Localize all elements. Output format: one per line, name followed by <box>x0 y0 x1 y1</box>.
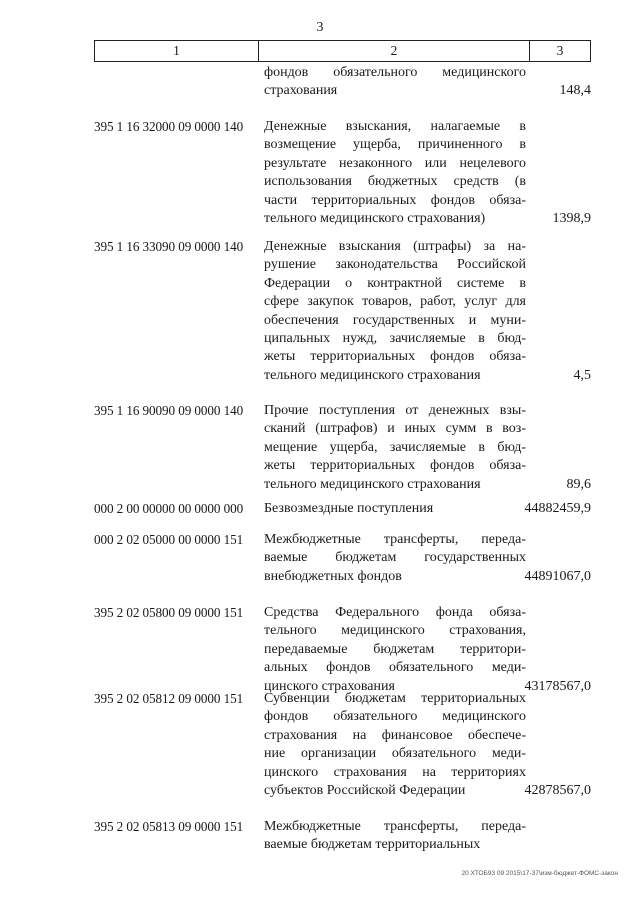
row-description <box>264 402 526 494</box>
row-description <box>264 531 526 586</box>
row-description <box>264 64 526 101</box>
description-line: обеспечения государственных и муни- <box>264 312 526 328</box>
description-line: субъектов Российской Федерации <box>264 783 466 799</box>
row-amount: 1398,9 <box>552 211 591 226</box>
table-header <box>94 40 591 62</box>
description-line: ваемые бюджетам государственных <box>264 550 526 566</box>
description-line: Безвозмездные поступления <box>264 501 434 516</box>
description-line: Федерации о контрактной системе в <box>264 275 526 291</box>
description-line: Денежные взыскания (штрафы) за на- <box>264 239 526 254</box>
row-code: 395 2 02 05800 09 0000 151 <box>94 605 244 620</box>
description-line: страхования <box>264 83 338 99</box>
description-line: ние организации обязательного меди- <box>264 746 526 762</box>
row-amount: 44882459,9 <box>524 501 591 516</box>
row-amount: 44891067,0 <box>524 568 591 584</box>
row-code: 395 2 02 05812 09 0000 151 <box>94 691 244 706</box>
description-line: тельного медицинского страхования, <box>264 623 526 639</box>
description-line: цинского страхования <box>264 678 395 694</box>
description-line: Средства Федерального фонда обяза- <box>264 605 526 620</box>
header-col-2: 2 <box>259 41 530 61</box>
description-line: Прочие поступления от денежных взы- <box>264 403 526 418</box>
row-description <box>264 238 526 385</box>
description-line: ципальных нужд, зачисляемые в бюд- <box>264 331 526 347</box>
description-line: альных фондов обязательного меди- <box>264 660 526 676</box>
description-line: ваемые бюджетам территориальных <box>264 837 481 853</box>
footer-stamp: 20 ХТОБ93 09 2015\17-37\изм-бюджет-ФОМС-закон <box>461 870 618 877</box>
page-number: 3 <box>316 20 324 35</box>
description-line: мещение ущерба, зачисляемые в бюд- <box>264 439 526 455</box>
row-amount: 42878567,0 <box>524 783 591 798</box>
description-line: тельного медицинского страхования <box>264 367 481 383</box>
header-col-1: 1 <box>95 41 259 61</box>
row-description <box>264 690 526 800</box>
description-line: сфере закупок товаров, работ, услуг для <box>264 294 526 310</box>
description-line: Межбюджетные трансферты, переда- <box>264 532 526 547</box>
row-code: 000 2 00 00000 00 0000 000 <box>94 501 244 516</box>
row-amount: 148,4 <box>559 83 591 99</box>
row-amount: 4,5 <box>573 367 591 383</box>
row-description <box>264 500 526 518</box>
description-line: сканий (штрафов) и иных сумм в воз- <box>264 421 526 437</box>
header-col-3: 3 <box>556 43 564 58</box>
description-line: части территориальных фондов обяза- <box>264 192 526 208</box>
description-line: возмещение ущерба, причиненного в <box>264 137 526 153</box>
row-code: 395 1 16 33090 09 0000 140 <box>94 239 244 254</box>
description-line: Денежные взыскания, налагаемые в <box>264 119 526 134</box>
description-line: использования бюджетных средств (в <box>264 174 526 190</box>
row-code: 395 1 16 90090 09 0000 140 <box>94 403 244 418</box>
description-line: рушение законодательства Российской <box>264 257 526 273</box>
row-code: 000 2 02 05000 00 0000 151 <box>94 532 244 547</box>
description-line: фондов обязательного медицинского <box>264 709 526 725</box>
description-line: тельного медицинского страхования <box>264 476 481 492</box>
description-line: цинского страхования на территориях <box>264 764 526 780</box>
description-line: Субвенции бюджетам территориальных <box>264 691 526 706</box>
row-code: 395 2 02 05813 09 0000 151 <box>94 819 244 834</box>
description-line: внебюджетных фондов <box>264 568 402 584</box>
description-line: результате незаконного или нецелевого <box>264 155 526 171</box>
row-amount: 89,6 <box>566 476 591 492</box>
row-amount: 43178567,0 <box>524 678 591 694</box>
row-description <box>264 604 526 696</box>
row-description <box>264 118 526 228</box>
description-line: жеты территориальных фондов обяза- <box>264 349 526 365</box>
description-line: Межбюджетные трансферты, переда- <box>264 819 526 834</box>
description-line: страхования на финансовое обеспече- <box>264 727 526 743</box>
description-line: фондов обязательного медицинского <box>264 65 526 80</box>
row-code: 395 1 16 32000 09 0000 140 <box>94 119 244 134</box>
description-line: жеты территориальных фондов обяза- <box>264 458 526 474</box>
row-description <box>264 818 526 855</box>
description-line: тельного медицинского страхования) <box>264 211 486 227</box>
description-line: передаваемые бюджетам территори- <box>264 641 526 657</box>
